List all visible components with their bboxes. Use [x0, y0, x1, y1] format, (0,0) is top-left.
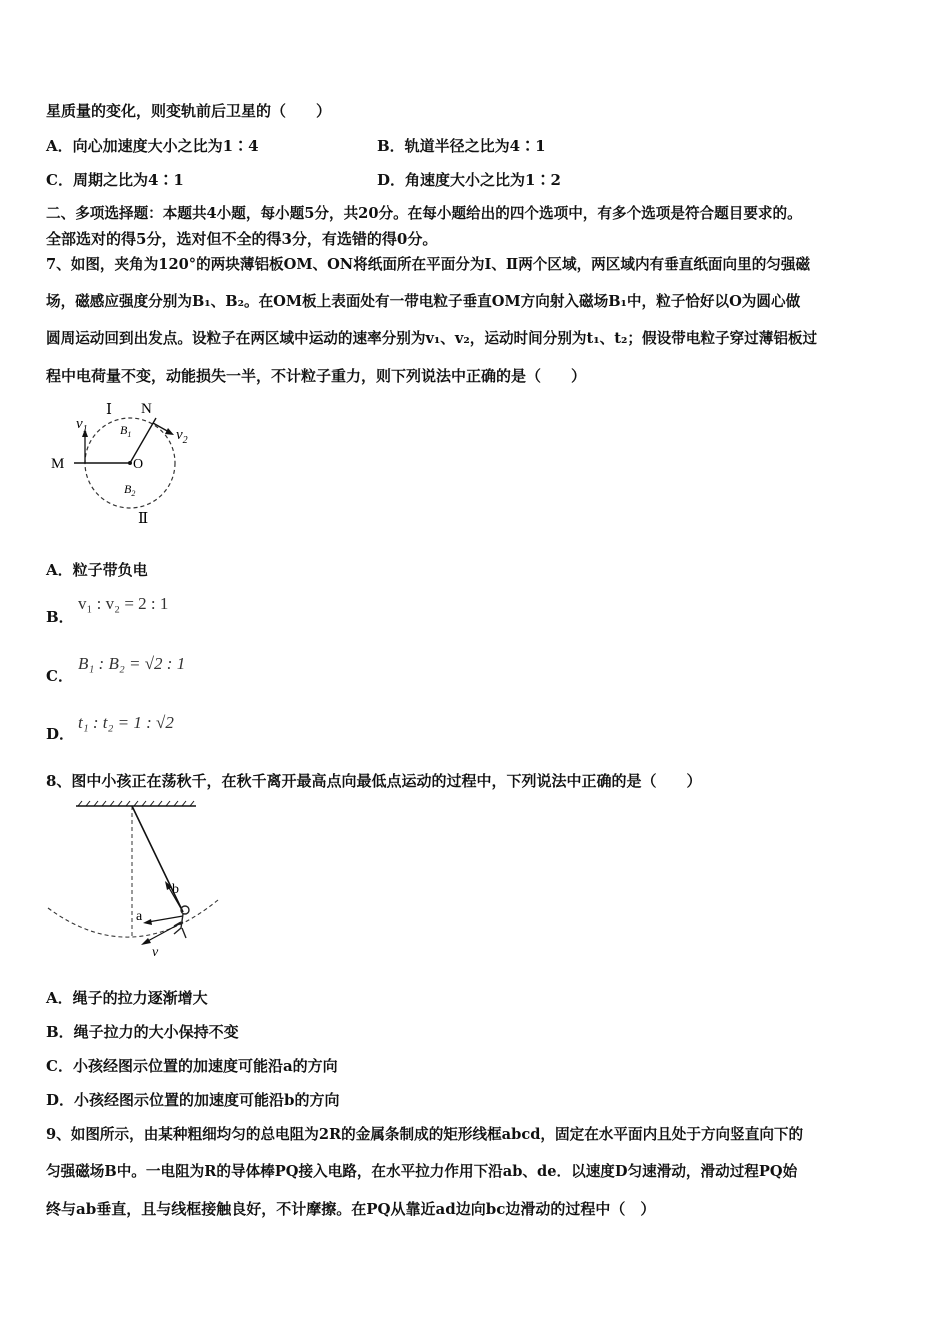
q8-label-v: v — [152, 945, 159, 960]
q6-option-d: D．角速度大小之比为1∶2 — [377, 171, 561, 189]
q9-stem-line2: 匀强磁场B中。一电阻为R的导体棒PQ接入电路，在水平拉力作用下沿ab、de．以速度D匀速滑动，滑动过程PQ始 — [46, 1163, 798, 1180]
q7-label-region-1: Ⅰ — [106, 402, 112, 418]
q7-stem-line1: 7、如图，夹角为120°的两块薄铝板OM、ON将纸面所在平面分为Ⅰ、Ⅱ两个区域，两区域内有垂直纸面向里的匀强磁 — [46, 256, 811, 273]
q7-label-M: M — [51, 456, 65, 472]
q6-option-a: A．向心加速度大小之比为1∶4 — [46, 137, 259, 155]
q7-stem-line4: 程中电荷量不变，动能损失一半，不计粒子重力，则下列说法中正确的是（ ） — [46, 367, 587, 385]
q7-option-d-formula: t₁ : t₂ = 1 : √2 — [78, 713, 174, 732]
q7-center-point-O — [128, 461, 132, 465]
q7-v2-arrowhead — [165, 428, 174, 435]
q8-label-b: b — [172, 882, 179, 897]
q8-arrow-a-head — [143, 919, 152, 925]
q8-child-figure — [174, 906, 189, 938]
q8-option-b: B．绳子拉力的大小保持不变 — [46, 1023, 239, 1041]
q7-option-d-label: D． — [46, 725, 75, 743]
q8-stem: 8、图中小孩正在荡秋千，在秋千离开最高点向最低点运动的过程中，下列说法中正确的是（ ） — [46, 772, 702, 790]
q7-stem-line2: 场，磁感应强度分别为B₁、B₂。在OM板上表面处有一带电粒子垂直OM方向射入磁场B₁中，粒子恰好以O为圆心做 — [46, 293, 801, 310]
q8-option-d: D．小孩经图示位置的加速度可能沿b的方向 — [46, 1091, 340, 1109]
q7-option-b-label: B． — [46, 608, 74, 626]
q8-option-a: A．绳子的拉力逐渐增大 — [46, 989, 208, 1007]
q9-stem-line1: 9、如图所示，由某种粗细均匀的总电阻为2R的金属条制成的矩形线框abcd，固定在水平面内且处于方向竖直向下的 — [46, 1126, 804, 1143]
q7-label-v1: $v_1$ — [76, 416, 88, 435]
q6-option-b: B．轨道半径之比为4∶1 — [377, 137, 546, 155]
q9-stem-line3: 终与ab垂直，且与线框接触良好，不计摩擦。在PQ从靠近ad边向bc边滑动的过程中（ ） — [46, 1200, 656, 1218]
q6-option-c: C．周期之比为4∶1 — [46, 171, 184, 189]
q7-label-B2: $B_2$ — [124, 482, 136, 498]
q7-option-a: A．粒子带负电 — [46, 561, 148, 579]
section2-heading-line2: 全部选对的得5分，选对但不全的得3分，有选错的得0分。 — [46, 230, 438, 248]
q7-label-O: O — [133, 457, 144, 472]
q8-arrow-v-head — [141, 938, 151, 945]
q7-stem-line3: 圆周运动回到出发点。设粒子在两区域中运动的速率分别为v₁、v₂，运动时间分别为t₁、t₂；假设带电粒子穿过薄铝板过 — [46, 330, 818, 347]
q7-label-N: N — [141, 401, 152, 417]
q6-stem-tail: 星质量的变化，则变轨前后卫星的（ ） — [46, 102, 332, 120]
q7-label-B1: $B_1$ — [120, 423, 132, 439]
q7-magnetic-field-figure — [46, 396, 216, 531]
section2-heading-line1: 二、多项选择题：本题共4小题，每小题5分，共20分。在每小题给出的四个选项中，有多个选项是符合题目要求的。 — [46, 205, 802, 222]
q8-option-c: C．小孩经图示位置的加速度可能沿a的方向 — [46, 1057, 338, 1075]
q7-label-region-2: Ⅱ — [138, 511, 149, 527]
q8-arrow-a — [148, 916, 183, 922]
q7-option-b-formula: v₁ : v₂ = 2 : 1 — [78, 594, 169, 613]
q8-label-a: a — [136, 909, 143, 924]
q8-arrow-v — [146, 922, 183, 942]
q8-swing-arc — [48, 900, 218, 937]
q7-option-c-label: C． — [46, 667, 73, 685]
q7-label-v2: $v_2$ — [176, 427, 188, 446]
q8-swing-figure — [46, 800, 226, 965]
q7-option-c-formula: B₁ : B₂ = √2 : 1 — [78, 654, 186, 673]
